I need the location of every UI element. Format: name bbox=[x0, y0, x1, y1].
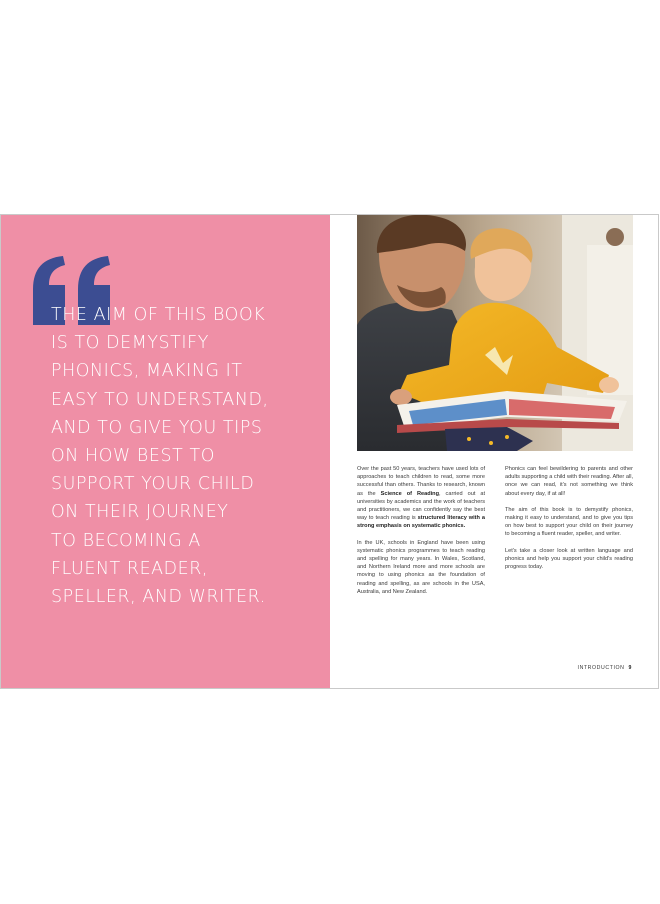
section-name: INTRODUCTION bbox=[577, 665, 625, 671]
pull-quote-line: PHONICS, MAKING IT bbox=[51, 361, 243, 382]
pull-quote-line: AND TO GIVE YOU TIPS bbox=[51, 417, 263, 438]
paragraph: The aim of this book is to demystify phonics, making it easy to understand, and to give you tips on how best to support your child on their journey to becoming a fluent reader, speller, and writer. bbox=[505, 506, 633, 538]
photo-illustration bbox=[357, 215, 633, 451]
text-run: Over the past 50 years, teachers have used lots of approaches to teach children to read, some more successful than others. Thanks to research, known as the bbox=[357, 466, 485, 497]
body-column-1 bbox=[357, 465, 485, 604]
bold-term: structured literacy with a strong emphasis on systematic phonics. bbox=[357, 515, 485, 530]
paragraph: Phonics can feel bewildering to parents and other adults supporting a child with their reading. After all, once we can read, it's not something we think about every day, if at all! bbox=[505, 466, 633, 497]
right-page bbox=[330, 215, 658, 688]
pull-quote-line: ON HOW BEST TO bbox=[51, 446, 215, 467]
pull-quote-line: IS TO DEMYSTIFY bbox=[51, 333, 209, 354]
paragraph bbox=[357, 465, 485, 531]
pull-quote-line: SPELLER, AND WRITER. bbox=[51, 587, 266, 608]
page-number: 9 bbox=[628, 665, 632, 671]
photo-father-child-reading bbox=[357, 215, 633, 451]
pull-quote-line: FLUENT READER, bbox=[51, 558, 209, 579]
pull-quote-line: THE AIM OF THIS BOOK bbox=[51, 305, 266, 325]
page-footer bbox=[578, 665, 632, 671]
pull-quote-line: SUPPORT YOUR CHILD bbox=[51, 474, 255, 495]
left-page bbox=[1, 215, 330, 688]
pull-quote bbox=[51, 301, 321, 611]
pull-quote-line: ON THEIR JOURNEY bbox=[51, 502, 229, 523]
bold-term: Science of Reading bbox=[380, 490, 440, 497]
text-run: , carried out at universities by academics and the work of teachers and practitioners, we can confidently say the best way to teach reading is bbox=[357, 490, 485, 522]
paragraph: In the UK, schools in England have been using systematic phonics programmes to teach reading and spelling for many years. In Wales, Scotland, and Northern Ireland more and more schools are moving to using phonics as the foundation of reading and spelling, as are schools in the USA, Australia, and New Zealand. bbox=[357, 539, 485, 595]
pull-quote-line: EASY TO UNDERSTAND, bbox=[51, 389, 269, 410]
body-column-2 bbox=[505, 465, 633, 579]
pull-quote-line: TO BECOMING A bbox=[51, 530, 201, 551]
book-spread bbox=[0, 214, 659, 689]
paragraph: Let's take a closer look at written language and phonics and help you support your child's reading progress today. bbox=[505, 547, 633, 571]
